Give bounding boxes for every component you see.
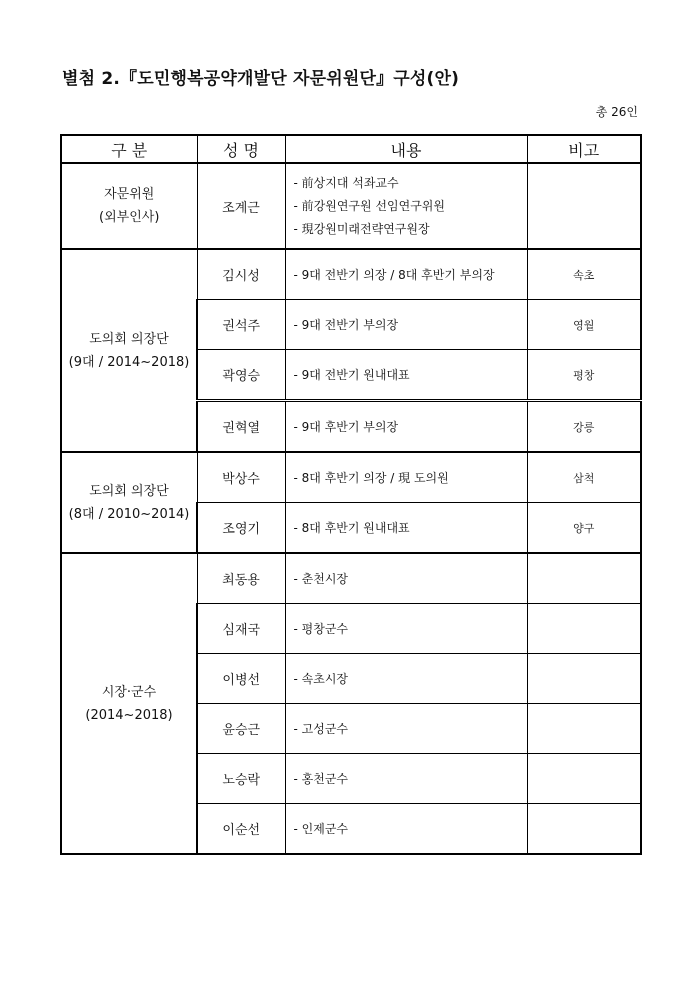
category-label: 시장·군수 [101,684,157,700]
member-content: - 9대 전반기 원내대표 [285,350,527,401]
member-name: 최동용 [197,553,285,604]
category-cell [61,163,197,249]
member-note: 삼척 [527,452,641,503]
content-line: - 現강원미래전략연구원장 [293,221,430,236]
member-content: - 고성군수 [285,704,527,754]
member-note [527,704,641,754]
member-note [527,654,641,704]
member-note: 속초 [527,249,641,300]
header-note: 비고 [527,135,641,163]
member-name: 심재국 [197,604,285,654]
committee-table [60,134,642,855]
table-row [61,452,641,503]
category-sublabel: (2014~2018) [85,707,173,723]
member-name: 권혁열 [197,401,285,453]
member-content: - 9대 후반기 부의장 [285,401,527,453]
member-name: 조계근 [197,163,285,249]
category-sublabel: (8대 / 2010~2014) [68,506,190,522]
member-content [285,163,527,249]
member-note [527,163,641,249]
category-label: 자문위원 [104,187,155,202]
member-content: - 8대 후반기 의장 / 現 도의원 [285,452,527,503]
member-content: - 홍천군수 [285,754,527,804]
member-name: 권석주 [197,300,285,350]
member-note [527,604,641,654]
category-sublabel: (외부인사) [99,210,160,225]
member-name: 곽영승 [197,350,285,401]
content-line: - 前강원연구원 선임연구위원 [293,198,445,213]
member-note: 양구 [527,503,641,554]
table-row [61,249,641,300]
category-cell [61,452,197,553]
member-name: 김시성 [197,249,285,300]
member-note [527,754,641,804]
member-content: - 춘천시장 [285,553,527,604]
member-content: - 인제군수 [285,804,527,855]
member-name: 노승락 [197,754,285,804]
member-note: 강릉 [527,401,641,453]
category-sublabel: (9대 / 2014~2018) [68,354,190,370]
member-content: - 9대 전반기 부의장 [285,300,527,350]
member-name: 조영기 [197,503,285,554]
member-name: 이병선 [197,654,285,704]
member-content: - 평창군수 [285,604,527,654]
member-note: 평창 [527,350,641,401]
member-name: 박상수 [197,452,285,503]
category-cell [61,249,197,452]
member-name: 이순선 [197,804,285,855]
table-header-row [61,135,641,163]
category-label: 도의회 의장단 [89,483,169,499]
member-note [527,553,641,604]
category-cell [61,553,197,854]
table-row [61,553,641,604]
document-title: 별첨 2.『도민행복공약개발단 자문위원단』구성(안) [62,69,460,89]
header-content: 내용 [285,135,527,163]
category-label: 도의회 의장단 [89,331,169,347]
header-name: 성 명 [197,135,285,163]
member-name: 윤승근 [197,704,285,754]
member-content: - 8대 후반기 원내대표 [285,503,527,554]
member-content: - 속초시장 [285,654,527,704]
header-category: 구 분 [61,135,197,163]
total-count: 총 26인 [595,105,638,119]
member-note: 영월 [527,300,641,350]
member-note [527,804,641,855]
content-line: - 前상지대 석좌교수 [293,175,399,190]
table-row [61,163,641,249]
member-content: - 9대 전반기 의장 / 8대 후반기 부의장 [285,249,527,300]
